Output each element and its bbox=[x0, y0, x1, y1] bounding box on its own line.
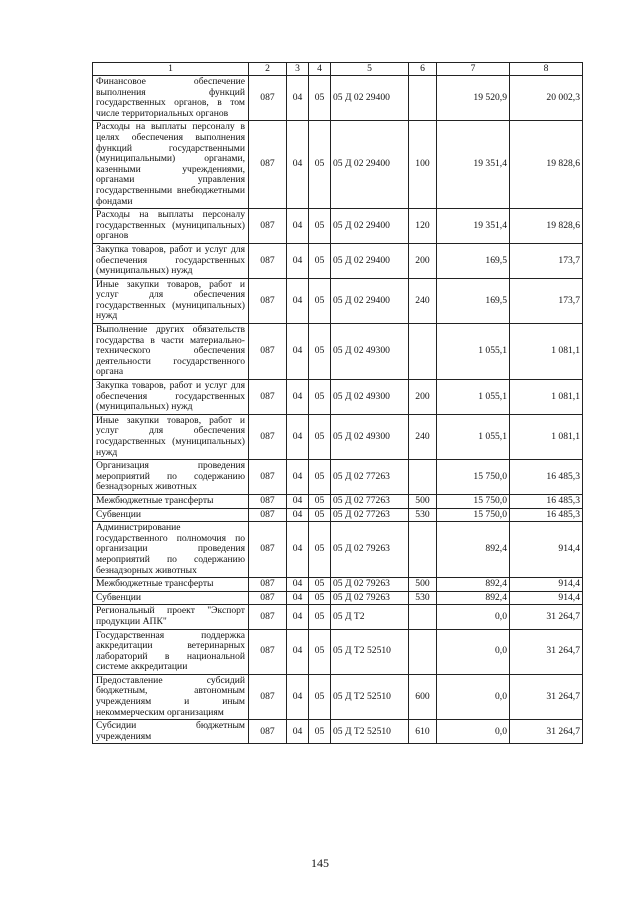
amount-year-1: 0,0 bbox=[437, 629, 510, 674]
section-code: 04 bbox=[287, 508, 309, 522]
amount-year-1: 15 750,0 bbox=[437, 494, 510, 508]
amount-year-1: 15 750,0 bbox=[437, 460, 510, 495]
table-row bbox=[93, 414, 583, 459]
amount-year-1: 19 520,9 bbox=[437, 76, 510, 121]
table-row bbox=[93, 243, 583, 278]
ministry-code: 087 bbox=[249, 605, 287, 629]
ministry-code: 087 bbox=[249, 578, 287, 592]
table-row bbox=[93, 121, 583, 209]
table-row bbox=[93, 591, 583, 605]
expense-type-code bbox=[409, 629, 437, 674]
subsection-code: 05 bbox=[309, 508, 331, 522]
row-description: Субсидии бюджетным учреждениям bbox=[93, 720, 249, 744]
column-header: 3 bbox=[287, 63, 309, 76]
amount-year-1: 0,0 bbox=[437, 674, 510, 719]
ministry-code: 087 bbox=[249, 243, 287, 278]
target-article-code: 05 Д 02 77263 bbox=[331, 494, 409, 508]
expense-type-code bbox=[409, 522, 437, 578]
section-code: 04 bbox=[287, 324, 309, 380]
ministry-code: 087 bbox=[249, 674, 287, 719]
section-code: 04 bbox=[287, 414, 309, 459]
target-article-code: 05 Д Т2 bbox=[331, 605, 409, 629]
amount-year-1: 892,4 bbox=[437, 578, 510, 592]
amount-year-2: 173,7 bbox=[510, 243, 583, 278]
row-description: Субвенции bbox=[93, 591, 249, 605]
section-code: 04 bbox=[287, 209, 309, 244]
target-article-code: 05 Д 02 49300 bbox=[331, 380, 409, 415]
section-code: 04 bbox=[287, 121, 309, 209]
amount-year-2: 19 828,6 bbox=[510, 209, 583, 244]
subsection-code: 05 bbox=[309, 243, 331, 278]
amount-year-2: 16 485,3 bbox=[510, 508, 583, 522]
row-description: Закупка товаров, работ и услуг для обеспечения государственных (муниципальных) нужд bbox=[93, 243, 249, 278]
expense-type-code: 240 bbox=[409, 278, 437, 323]
table-row bbox=[93, 578, 583, 592]
expense-type-code bbox=[409, 460, 437, 495]
column-header: 7 bbox=[437, 63, 510, 76]
ministry-code: 087 bbox=[249, 629, 287, 674]
expense-type-code: 100 bbox=[409, 121, 437, 209]
amount-year-2: 16 485,3 bbox=[510, 494, 583, 508]
table-row bbox=[93, 209, 583, 244]
subsection-code: 05 bbox=[309, 76, 331, 121]
section-code: 04 bbox=[287, 720, 309, 744]
row-description: Организация проведения мероприятий по содержанию безнадзорных животных bbox=[93, 460, 249, 495]
target-article-code: 05 Д Т2 52510 bbox=[331, 720, 409, 744]
target-article-code: 05 Д 02 79263 bbox=[331, 578, 409, 592]
expense-type-code bbox=[409, 605, 437, 629]
ministry-code: 087 bbox=[249, 121, 287, 209]
expense-type-code: 500 bbox=[409, 494, 437, 508]
target-article-code: 05 Д 02 29400 bbox=[331, 121, 409, 209]
row-description: Иные закупки товаров, работ и услуг для обеспечения государственных (муниципальных) нужд bbox=[93, 278, 249, 323]
ministry-code: 087 bbox=[249, 508, 287, 522]
amount-year-1: 892,4 bbox=[437, 522, 510, 578]
subsection-code: 05 bbox=[309, 278, 331, 323]
ministry-code: 087 bbox=[249, 414, 287, 459]
section-code: 04 bbox=[287, 605, 309, 629]
subsection-code: 05 bbox=[309, 494, 331, 508]
subsection-code: 05 bbox=[309, 578, 331, 592]
amount-year-1: 1 055,1 bbox=[437, 324, 510, 380]
ministry-code: 087 bbox=[249, 460, 287, 495]
table-row bbox=[93, 76, 583, 121]
table-row bbox=[93, 674, 583, 719]
amount-year-2: 914,4 bbox=[510, 522, 583, 578]
subsection-code: 05 bbox=[309, 605, 331, 629]
target-article-code: 05 Д Т2 52510 bbox=[331, 629, 409, 674]
target-article-code: 05 Д 02 29400 bbox=[331, 209, 409, 244]
ministry-code: 087 bbox=[249, 278, 287, 323]
subsection-code: 05 bbox=[309, 380, 331, 415]
amount-year-1: 1 055,1 bbox=[437, 414, 510, 459]
amount-year-2: 31 264,7 bbox=[510, 720, 583, 744]
amount-year-1: 892,4 bbox=[437, 591, 510, 605]
row-description: Закупка товаров, работ и услуг для обеспечения государственных (муниципальных) нужд bbox=[93, 380, 249, 415]
column-header: 5 bbox=[331, 63, 409, 76]
target-article-code: 05 Д 02 29400 bbox=[331, 243, 409, 278]
subsection-code: 05 bbox=[309, 674, 331, 719]
amount-year-2: 31 264,7 bbox=[510, 629, 583, 674]
subsection-code: 05 bbox=[309, 209, 331, 244]
amount-year-1: 0,0 bbox=[437, 720, 510, 744]
amount-year-1: 169,5 bbox=[437, 278, 510, 323]
subsection-code: 05 bbox=[309, 414, 331, 459]
target-article-code: 05 Д 02 77263 bbox=[331, 508, 409, 522]
table-row bbox=[93, 380, 583, 415]
ministry-code: 087 bbox=[249, 720, 287, 744]
subsection-code: 05 bbox=[309, 121, 331, 209]
row-description: Государственная поддержка аккредитации ветеринарных лабораторий в национальной системе аккредитации bbox=[93, 629, 249, 674]
target-article-code: 05 Д 02 29400 bbox=[331, 76, 409, 121]
section-code: 04 bbox=[287, 578, 309, 592]
ministry-code: 087 bbox=[249, 76, 287, 121]
amount-year-1: 169,5 bbox=[437, 243, 510, 278]
expense-type-code bbox=[409, 324, 437, 380]
row-description: Администрирование государственного полномочия по организации проведения мероприятий по содержанию безнадзорных животных bbox=[93, 522, 249, 578]
amount-year-2: 914,4 bbox=[510, 578, 583, 592]
section-code: 04 bbox=[287, 591, 309, 605]
row-description: Расходы на выплаты персоналу государственных (муниципальных) органов bbox=[93, 209, 249, 244]
target-article-code: 05 Д 02 29400 bbox=[331, 278, 409, 323]
section-code: 04 bbox=[287, 522, 309, 578]
column-header: 1 bbox=[93, 63, 249, 76]
row-description: Предоставление субсидий бюджетным, автономным учреждениям и иным некоммерческим организациям bbox=[93, 674, 249, 719]
ministry-code: 087 bbox=[249, 380, 287, 415]
row-description: Финансовое обеспечение выполнения функций государственных органов, в том числе территориальных органов bbox=[93, 76, 249, 121]
section-code: 04 bbox=[287, 674, 309, 719]
target-article-code: 05 Д 02 79263 bbox=[331, 522, 409, 578]
budget-table-body bbox=[93, 63, 583, 744]
page-number: 145 bbox=[311, 856, 329, 870]
target-article-code: 05 Д 02 49300 bbox=[331, 414, 409, 459]
amount-year-2: 914,4 bbox=[510, 591, 583, 605]
target-article-code: 05 Д Т2 52510 bbox=[331, 674, 409, 719]
expense-type-code: 200 bbox=[409, 243, 437, 278]
amount-year-2: 173,7 bbox=[510, 278, 583, 323]
row-description: Выполнение других обязательств государства в части материально-технического обеспечения деятельности государственного органа bbox=[93, 324, 249, 380]
ministry-code: 087 bbox=[249, 324, 287, 380]
subsection-code: 05 bbox=[309, 720, 331, 744]
amount-year-2: 1 081,1 bbox=[510, 380, 583, 415]
table-row bbox=[93, 605, 583, 629]
table-row bbox=[93, 278, 583, 323]
section-code: 04 bbox=[287, 460, 309, 495]
expense-type-code: 600 bbox=[409, 674, 437, 719]
budget-table bbox=[92, 62, 583, 744]
amount-year-1: 0,0 bbox=[437, 605, 510, 629]
subsection-code: 05 bbox=[309, 324, 331, 380]
table-row bbox=[93, 494, 583, 508]
target-article-code: 05 Д 02 49300 bbox=[331, 324, 409, 380]
section-code: 04 bbox=[287, 76, 309, 121]
expense-type-code: 500 bbox=[409, 578, 437, 592]
expense-type-code bbox=[409, 76, 437, 121]
table-header-row bbox=[93, 63, 583, 76]
amount-year-1: 1 055,1 bbox=[437, 380, 510, 415]
ministry-code: 087 bbox=[249, 591, 287, 605]
row-description: Иные закупки товаров, работ и услуг для обеспечения государственных (муниципальных) нужд bbox=[93, 414, 249, 459]
column-header: 4 bbox=[309, 63, 331, 76]
row-description: Расходы на выплаты персоналу в целях обеспечения выполнения функций государственными (муниципальными) органами, казенными учреждениями, органами управления государственными внебюджетными фондами bbox=[93, 121, 249, 209]
expense-type-code: 530 bbox=[409, 591, 437, 605]
amount-year-2: 1 081,1 bbox=[510, 414, 583, 459]
target-article-code: 05 Д 02 77263 bbox=[331, 460, 409, 495]
section-code: 04 bbox=[287, 243, 309, 278]
table-row bbox=[93, 460, 583, 495]
row-description: Субвенции bbox=[93, 508, 249, 522]
table-row bbox=[93, 508, 583, 522]
expense-type-code: 240 bbox=[409, 414, 437, 459]
column-header: 6 bbox=[409, 63, 437, 76]
amount-year-1: 19 351,4 bbox=[437, 121, 510, 209]
amount-year-2: 31 264,7 bbox=[510, 674, 583, 719]
ministry-code: 087 bbox=[249, 522, 287, 578]
subsection-code: 05 bbox=[309, 460, 331, 495]
amount-year-2: 1 081,1 bbox=[510, 324, 583, 380]
section-code: 04 bbox=[287, 494, 309, 508]
row-description: Межбюджетные трансферты bbox=[93, 578, 249, 592]
amount-year-2: 20 002,3 bbox=[510, 76, 583, 121]
expense-type-code: 200 bbox=[409, 380, 437, 415]
amount-year-1: 15 750,0 bbox=[437, 508, 510, 522]
section-code: 04 bbox=[287, 380, 309, 415]
amount-year-2: 16 485,3 bbox=[510, 460, 583, 495]
amount-year-2: 31 264,7 bbox=[510, 605, 583, 629]
table-row bbox=[93, 324, 583, 380]
target-article-code: 05 Д 02 79263 bbox=[331, 591, 409, 605]
subsection-code: 05 bbox=[309, 522, 331, 578]
section-code: 04 bbox=[287, 278, 309, 323]
ministry-code: 087 bbox=[249, 209, 287, 244]
column-header: 2 bbox=[249, 63, 287, 76]
subsection-code: 05 bbox=[309, 591, 331, 605]
row-description: Межбюджетные трансферты bbox=[93, 494, 249, 508]
expense-type-code: 610 bbox=[409, 720, 437, 744]
ministry-code: 087 bbox=[249, 494, 287, 508]
expense-type-code: 530 bbox=[409, 508, 437, 522]
column-header: 8 bbox=[510, 63, 583, 76]
amount-year-2: 19 828,6 bbox=[510, 121, 583, 209]
subsection-code: 05 bbox=[309, 629, 331, 674]
section-code: 04 bbox=[287, 629, 309, 674]
amount-year-1: 19 351,4 bbox=[437, 209, 510, 244]
expense-type-code: 120 bbox=[409, 209, 437, 244]
table-row bbox=[93, 522, 583, 578]
table-row bbox=[93, 629, 583, 674]
row-description: Региональный проект "Экспорт продукции АПК" bbox=[93, 605, 249, 629]
table-row bbox=[93, 720, 583, 744]
